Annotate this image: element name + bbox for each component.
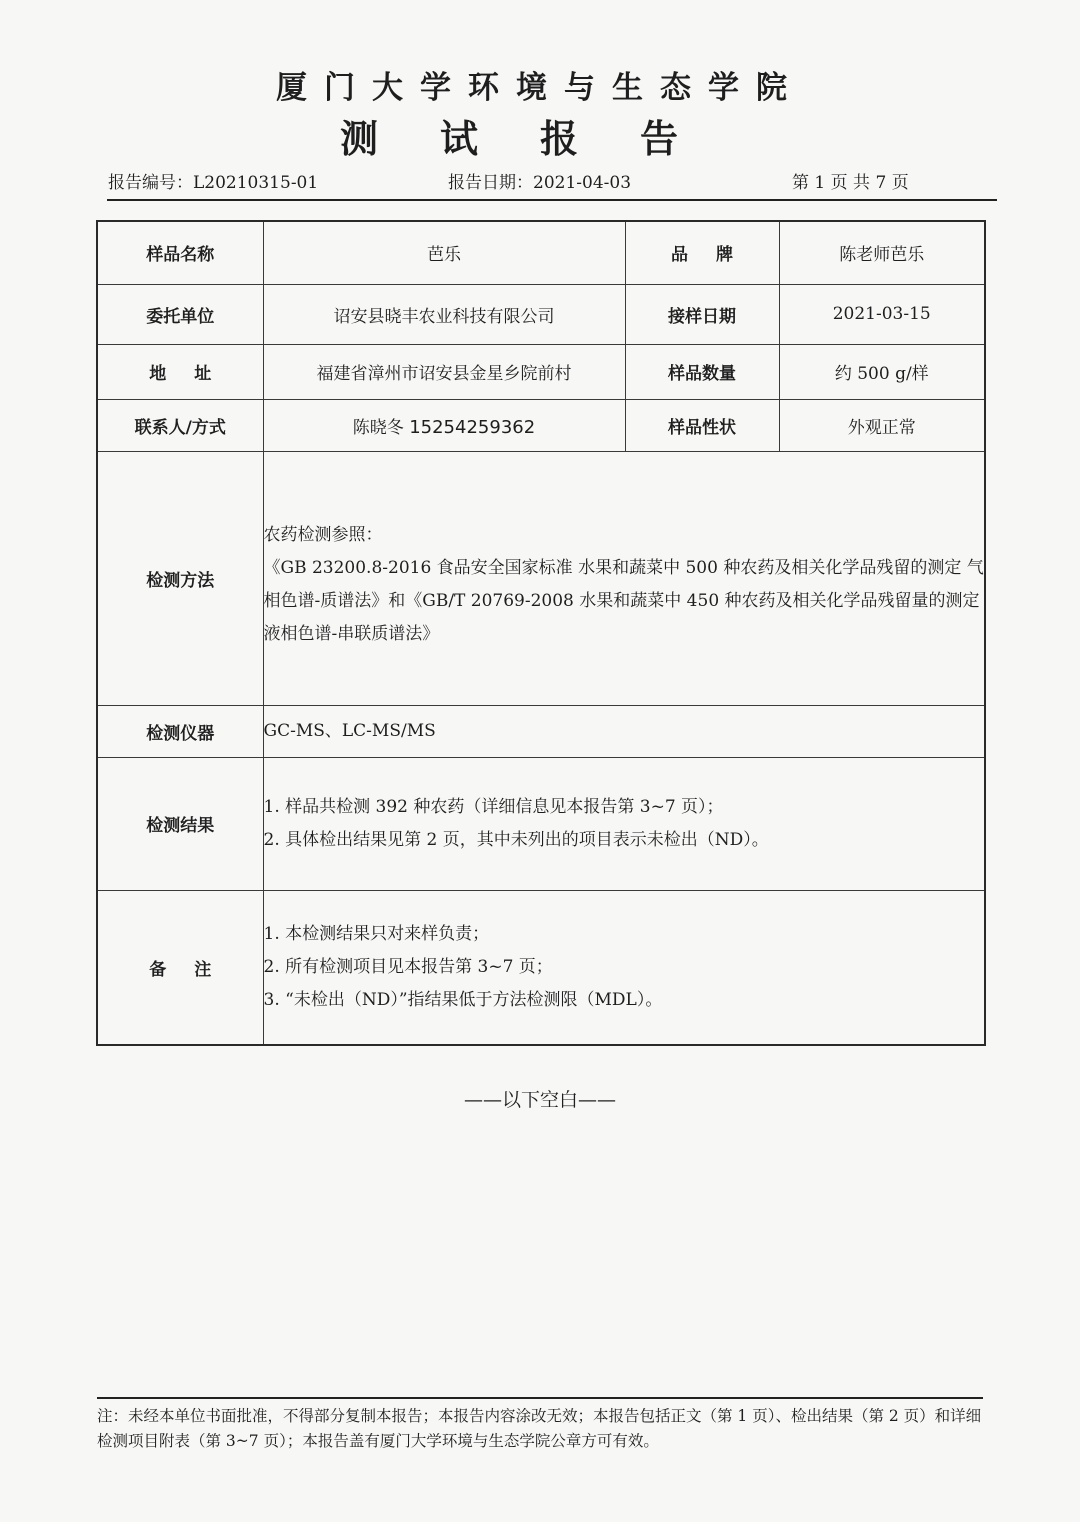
client-value: 诏安县晓丰农业科技有限公司 [263,284,625,344]
sample-state-label: 样品性状 [625,399,779,451]
receipt-date-value: 2021-03-15 [779,284,985,344]
address-value: 福建省漳州市诏安县金星乡院前村 [263,344,625,399]
organization-title: 厦门大学环境与生态学院 [276,70,804,106]
remarks-content [263,890,985,1045]
table-row [97,399,985,451]
page-mid: 页 共 [830,173,871,193]
remarks-item: 1. 本检测结果只对来样负责； [263,923,490,944]
client-label: 委托单位 [97,284,263,344]
report-date-label: 报告日期： [448,173,533,193]
footer-rule [97,1397,983,1399]
quantity-label: 样品数量 [625,344,779,399]
receipt-date-label: 接样日期 [625,284,779,344]
sample-name-value: 芭乐 [263,221,625,284]
header-rule [107,199,997,201]
instrument-value: GC-MS、LC-MS/MS [263,705,985,757]
page-current: 1 [814,173,826,193]
page-prefix: 第 [792,173,809,193]
method-content [263,451,985,705]
page-total: 7 [875,173,887,193]
contact-phone: 15254259362 [409,416,536,438]
remarks-label: 备注 [97,890,263,1045]
table-row [97,705,985,757]
report-date [448,168,631,193]
sample-name-label: 样品名称 [97,221,263,284]
report-number-value: L20210315-01 [193,173,319,193]
method-text: 《GB 23200.8-2016 食品安全国家标准 水果和蔬菜中 500 种农药及相关化学品残留的测定 气相色谱-质谱法》和《GB/T 20769-2008 水果和蔬菜中 450 种农药及相关化学品残留量的测定 液相色谱-串联质谱法》 [263,558,984,644]
table-row [97,344,985,399]
address-label: 地址 [97,344,263,399]
page-indicator [792,168,909,193]
brand-value: 陈老师芭乐 [779,221,985,284]
footer-note: 注：未经本单位书面批准，不得部分复制本报告；本报告内容涂改无效；本报告包括正文（第 1 页）、检出结果（第 2 页）和详细检测项目附表（第 3~7 页）；本报告盖有厦门大学环境与生态学院公章方可有效。 [97,1407,982,1450]
quantity-value: 约 500 g/样 [779,344,985,399]
document-title: 测试报告 [339,116,740,161]
table-row [97,221,985,284]
report-table [96,220,986,1046]
results-label: 检测结果 [97,757,263,890]
sample-state-value: 外观正常 [779,399,985,451]
instrument-label: 检测仪器 [97,705,263,757]
remarks-item: 3. “未检出（ND）”指结果低于方法检测限（MDL）。 [263,989,663,1010]
remarks-item: 2. 所有检测项目见本报告第 3~7 页； [263,956,553,977]
brand-label: 品牌 [625,221,779,284]
contact-name: 陈晓冬 [352,417,404,438]
table-row [97,890,985,1045]
table-row [97,757,985,890]
results-item: 1. 样品共检测 392 种农药（详细信息见本报告第 3~7 页）； [263,796,724,817]
results-item: 2. 具体检出结果见第 2 页，其中未列出的项目表示未检出（ND）。 [263,829,769,850]
method-label: 检测方法 [97,451,263,705]
contact-value [263,399,625,451]
results-content [263,757,985,890]
contact-label: 联系人/方式 [97,399,263,451]
method-intro: 农药检测参照： [263,525,383,545]
report-number [108,168,318,193]
report-number-label: 报告编号： [108,173,193,193]
page-suffix: 页 [891,173,909,193]
report-date-value: 2021-04-03 [533,173,632,193]
table-row [97,284,985,344]
table-row [97,451,985,705]
end-of-content-marker: ——以下空白—— [463,1089,616,1111]
